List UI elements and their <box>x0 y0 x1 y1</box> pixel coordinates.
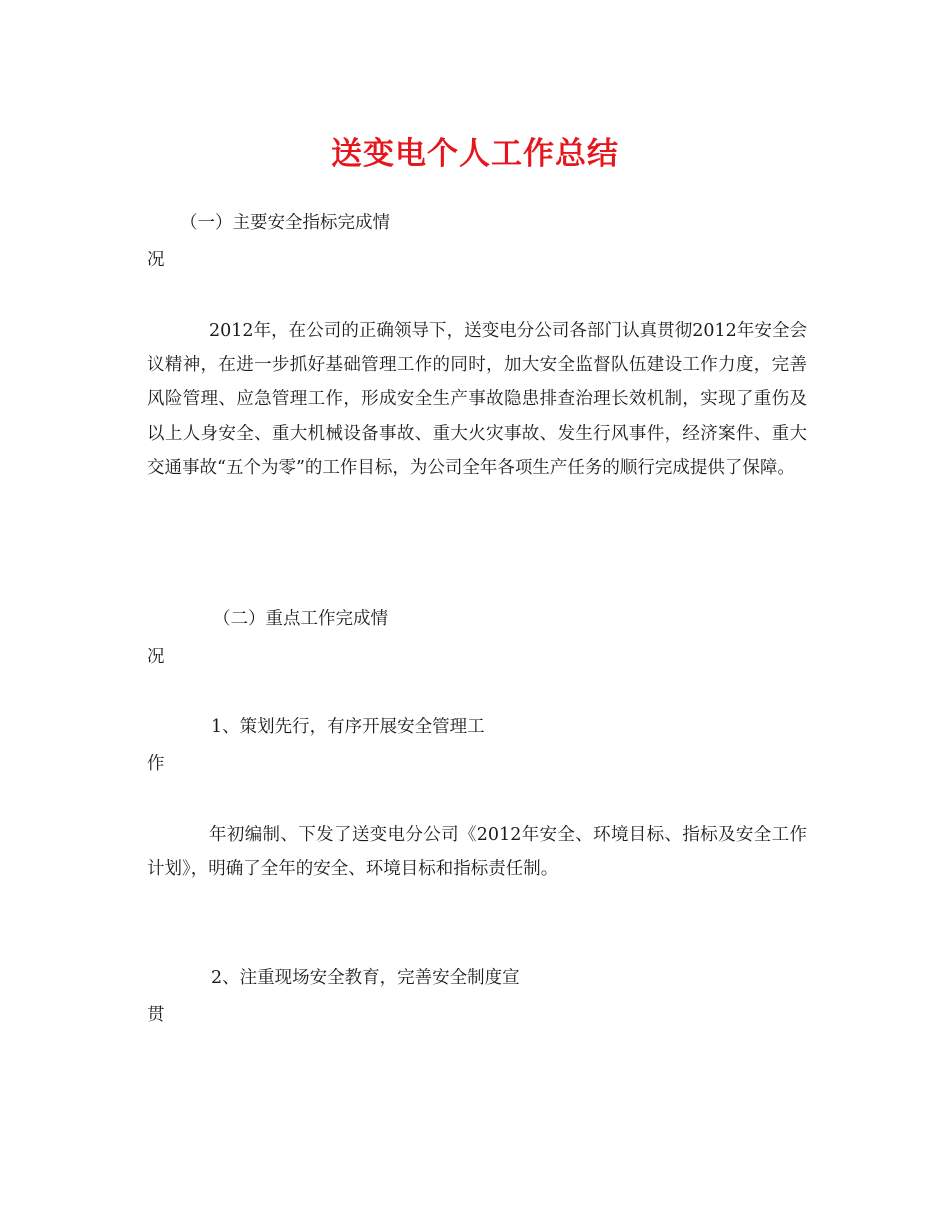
section2-heading: （二）重点工作完成情 <box>213 609 388 629</box>
item1-paragraph: 年初编制、下发了送变电分公司《2012年安全、环境目标、指标及安全工作计划》，明确了全年的安全、环境目标和指标责任制。 <box>147 825 807 880</box>
section1-heading-continuation: 况 <box>147 250 165 270</box>
section1-paragraph: 2012年，在公司的正确领导下，送变电分公司各部门认真贯彻2012年安全会议精神，在进一步抓好基础管理工作的同时，加大安全监督队伍建设工作力度，完善风险管理、应急管理工作，形成安全生产事故隐患排查治理长效机制，实现了重伤及以上人身安全、重大机械设备事故、重大火灾事故、发生行风事件，经济案件、重大交通事故“五个为零”的工作目标，为公司全年各项生产任务的顺行完成提供了保障。 <box>147 321 807 478</box>
item2-heading: 2、注重现场安全教育，完善安全制度宣 <box>211 968 520 988</box>
item2-heading-continuation: 贯 <box>147 1005 165 1025</box>
section2-heading-continuation: 况 <box>147 647 165 667</box>
document-title: 送变电个人工作总结 <box>331 136 619 172</box>
item1-heading-continuation: 作 <box>147 754 165 774</box>
item1-heading: 1、策划先行，有序开展安全管理工 <box>211 717 485 737</box>
section1-heading: （一）主要安全指标完成情 <box>180 213 390 233</box>
